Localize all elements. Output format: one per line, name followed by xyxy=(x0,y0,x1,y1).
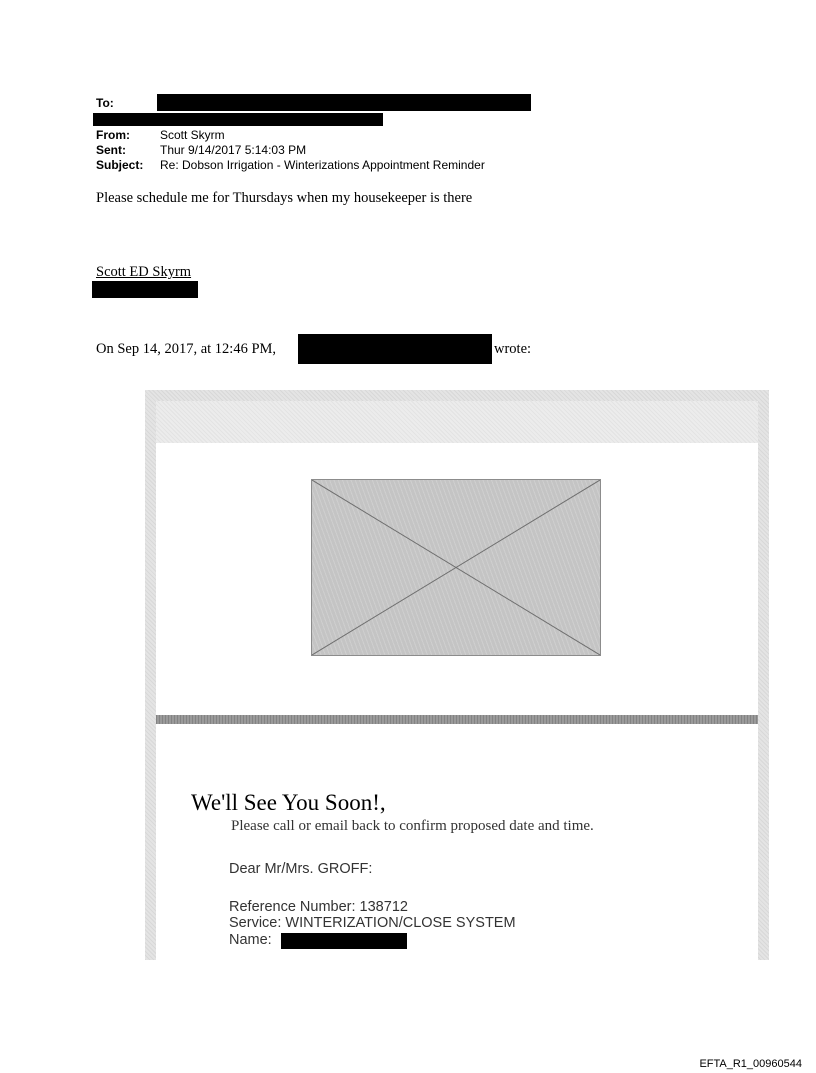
quoted-email-header-band xyxy=(156,401,758,443)
signature-name: Scott ED Skyrm xyxy=(96,264,192,280)
redaction-name xyxy=(281,933,407,949)
quoted-heading: We'll See You Soon!, xyxy=(191,790,386,815)
redaction-to xyxy=(157,94,531,111)
quote-wrote: wrote: xyxy=(494,341,532,357)
service-line: Service: WINTERIZATION/CLOSE SYSTEM xyxy=(229,915,516,931)
sent-value: Thur 9/14/2017 5:14:03 PM xyxy=(160,143,307,157)
quote-intro: On Sep 14, 2017, at 12:46 PM, xyxy=(96,341,277,357)
redaction-sender xyxy=(298,334,492,364)
document-id: EFTA_R1_00960544 xyxy=(699,1058,802,1070)
to-label: To: xyxy=(96,96,114,110)
redaction-to-cont xyxy=(93,113,383,126)
redaction-signature xyxy=(92,281,198,298)
from-value: Scott Skyrm xyxy=(160,128,225,142)
image-x-icon xyxy=(312,480,600,655)
from-label: From: xyxy=(96,128,130,142)
subject-value: Re: Dobson Irrigation - Winterizations Appointment Reminder xyxy=(160,158,485,172)
greeting: Dear Mr/Mrs. GROFF: xyxy=(229,861,373,877)
sent-label: Sent: xyxy=(96,143,126,157)
reference-number: Reference Number: 138712 xyxy=(229,899,408,915)
broken-image-placeholder xyxy=(311,479,601,656)
subject-label: Subject: xyxy=(96,158,144,172)
message-text: Please schedule me for Thursdays when my housekeeper is there xyxy=(96,190,473,206)
quoted-subheading: Please call or email back to confirm proposed date and time. xyxy=(231,818,594,834)
section-divider xyxy=(156,715,758,724)
name-label: Name: xyxy=(229,932,272,948)
